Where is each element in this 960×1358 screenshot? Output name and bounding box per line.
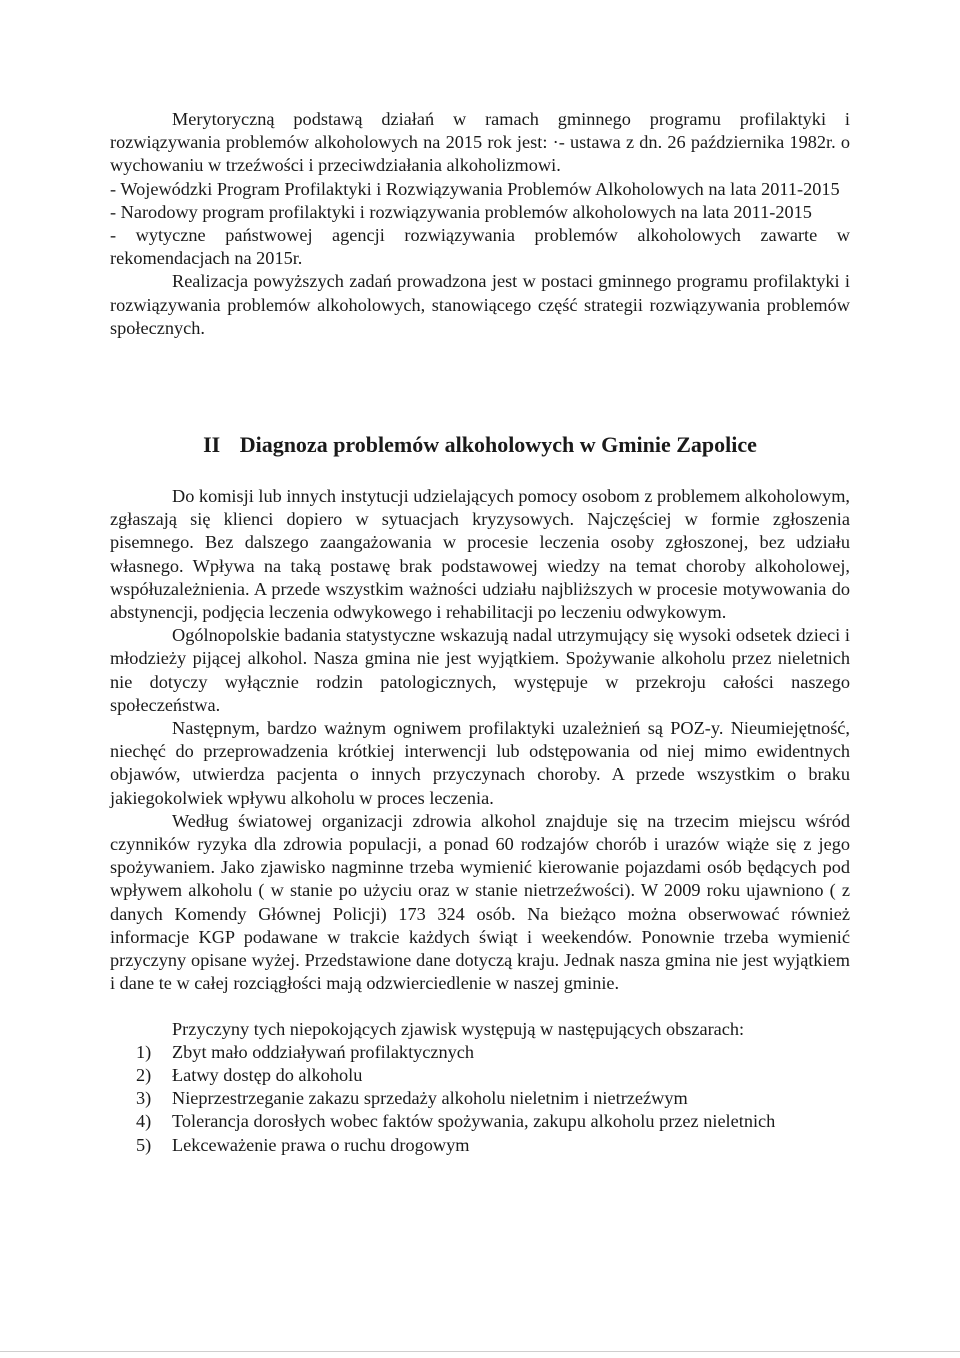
list-item <box>136 1134 850 1157</box>
body-paragraph: Ogólnopolskie badania statystyczne wskazują nadal utrzymujący się wysoki odsetek dzieci i młodzieży pijącej alkohol. Nasza gmina nie jest wyjątkiem. Spożywanie alkoholu przez nieletnich nie dotyczy wyłącznie rodzin patologicznych, występuje w przekroju całości naszego społeczeństwa. <box>110 625 850 715</box>
intro-paragraph: Merytoryczną podstawą działań w ramach gminnego programu profilaktyki i rozwiązywania problemów alkoholowych na 2015 rok jest: ·- ustawa z dn. 26 października 1982r. o wychowaniu w trzeźwości i przeciwdziałania alkoholizmowi. <box>110 109 850 176</box>
causes-section <box>110 1018 850 1157</box>
intro-paragraph: Realizacja powyższych zadań prowadzona jest w postaci gminnego programu profilaktyki i rozwiązywania problemów alkoholowych, stanowiącego część strategii rozwiązywania problemów społecznych. <box>110 271 850 338</box>
body-paragraph: Następnym, bardzo ważnym ogniwem profilaktyki uzależnień są POZ-y. Nieumiejętność, niechęć do przeprowadzenia krótkiej interwencji lub odstępowania od niej mimo ewidentnych objawów, utwierdza pacjenta o innych przyczynach choroby. A przede wszystkim o braku jakiegokolwiek wpływu alkoholu w proces leczenia. <box>110 718 850 808</box>
list-item-text: Zbyt mało oddziaływań profilaktycznych <box>172 1041 475 1062</box>
causes-intro: Przyczyny tych niepokojących zjawisk występują w następujących obszarach: <box>172 1018 745 1039</box>
list-item-text: Lekceważenie prawa o ruchu drogowym <box>172 1134 470 1155</box>
intro-bullet: - Narodowy program profilaktyki i rozwiązywania problemów alkoholowych na lata 2011-2015 <box>110 201 812 222</box>
list-item-text: Nieprzestrzeganie zakazu sprzedaży alkoholu nieletnim i nietrzeźwym <box>172 1088 688 1109</box>
list-item-text: Tolerancja dorosłych wobec faktów spożywania, zakupu alkoholu przez nieletnich <box>172 1111 776 1132</box>
page-bottom-edge <box>0 1351 960 1352</box>
intro-section <box>110 108 850 340</box>
causes-list <box>110 1041 850 1157</box>
section-title: Diagnoza problemów alkoholowych w Gminie Zapolice <box>239 432 757 458</box>
list-item-number: 1) <box>136 1041 152 1062</box>
intro-bullet: - wytyczne państwowej agencji rozwiązywania problemów alkoholowych zawarte w rekomendacjach na 2015r. <box>110 225 850 269</box>
list-item <box>136 1041 850 1064</box>
list-item <box>136 1110 850 1133</box>
body-paragraph: Według światowej organizacji zdrowia alkohol znajduje się na trzecim miejscu wśród czynników ryzyka dla zdrowia populacji, a ponad 60 rodzajów chorób i urazów wiąże się z jego spożywaniem. Jako zjawisko nagminne trzeba wymienić kierowanie pojazdami osób będących pod wpływem alkoholu ( w stanie po użyciu oraz w stanie nietrzeźwości). W 2009 roku ujawniono ( z danych Komendy Głównej Policji) 173 324 osób. Na bieżąco można obserwować również informacje KGP podawane w trakcie każdych świąt i weekendów. Ponownie trzeba wymienić przyczyny opisane wyżej. Przedstawione dane dotyczą kraju. Jednak nasza gmina nie jest wyjątkiem i dane te w całej rozciągłości mają odzwierciedlenie w naszej gminie. <box>110 810 850 994</box>
section-heading <box>110 432 850 458</box>
list-item <box>136 1087 850 1110</box>
intro-bullet: - Wojewódzki Program Profilaktyki i Rozwiązywania Problemów Alkoholowych na lata 2011-2015 <box>110 178 840 199</box>
list-item-number: 3) <box>136 1088 152 1109</box>
list-item-number: 4) <box>136 1111 152 1132</box>
list-item-number: 5) <box>136 1134 152 1155</box>
list-item <box>136 1064 850 1087</box>
list-item-number: 2) <box>136 1064 152 1085</box>
list-item-text: Łatwy dostęp do alkoholu <box>172 1064 363 1085</box>
section-number: II <box>203 432 221 458</box>
body-paragraph: Do komisji lub innych instytucji udzielających pomocy osobom z problemem alkoholowym, zgłaszają się klienci dopiero w sytuacjach kryzysowych. Najczęściej w formie zgłoszenia pisemnego. Bez dalszego zaangażowania w procesie leczenia osoby zgłoszonej, bez udziału własnego. Wpływa na taką postawę brak podstawowej wiedzy na temat choroby alkoholowej, współuzależnienia. A przede wszystkim ważności udziału najbliższych w procesie motywowania do abstynencji, podjęcia leczenia odwykowego i rehabilitacji po leczeniu odwykowym. <box>110 486 850 623</box>
diagnosis-body <box>110 485 850 995</box>
